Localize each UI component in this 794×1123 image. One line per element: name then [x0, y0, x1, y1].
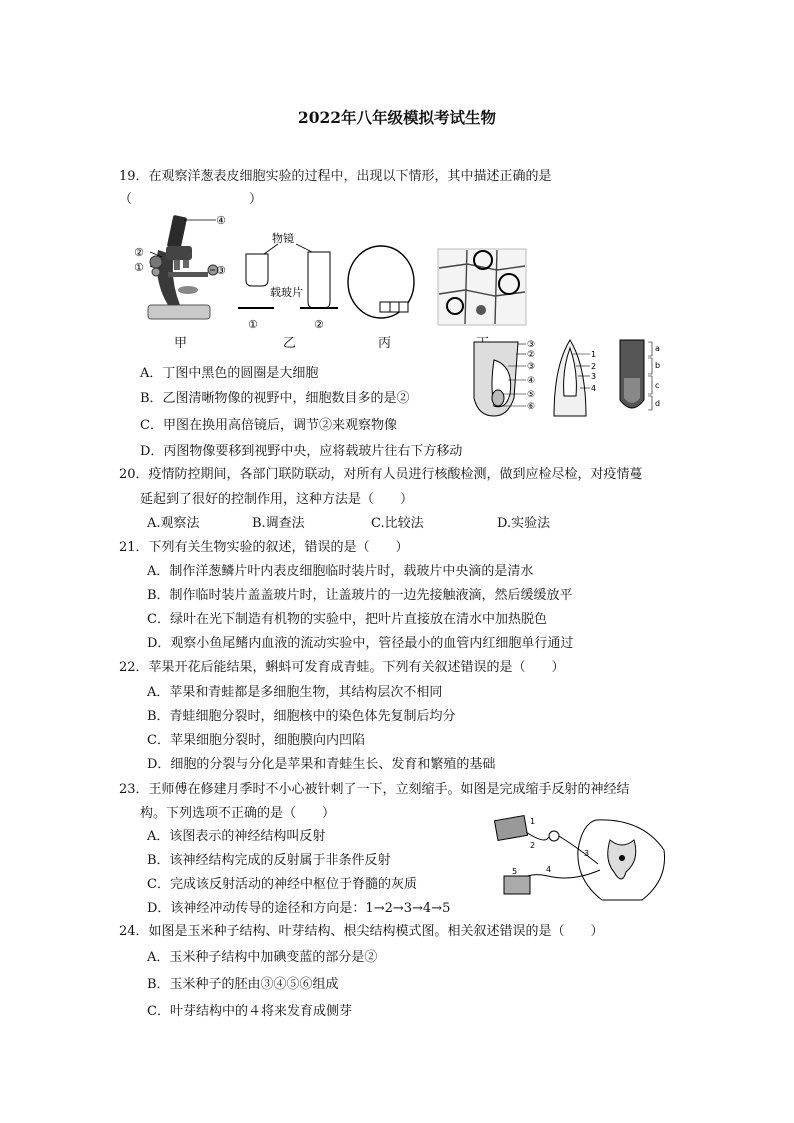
q23-option-c: C．完成该反射活动的神经中枢位于脊髓的灰质 — [147, 877, 417, 892]
q22-option-d: D．细胞的分裂与分化是苹果和青蛙生长、发育和繁殖的基础 — [147, 757, 496, 772]
reflex-mark-1: 1 — [530, 817, 536, 826]
seed-mark-2: ② — [527, 350, 536, 360]
microscope-mark-4: ④ — [216, 214, 226, 227]
q24-option-c: C．叶芽结构中的４将来发育成侧芽 — [147, 1004, 352, 1019]
caption-jia: 甲 — [174, 336, 188, 351]
leaf-bud-figure — [550, 336, 606, 420]
q20-option-c: C.比较法 — [371, 516, 424, 531]
bud-mark-3: 3 — [591, 372, 597, 381]
microscope-figure — [128, 210, 233, 335]
q19-option-b: B．乙图清晰物像的视野中，细胞数目多的是② — [140, 391, 410, 406]
q23-stem-line1: 23．王师傅在修建月季时不小心被针刺了一下，立刻缩手。如图是完成缩手反射的神经结 — [119, 782, 630, 797]
q20-option-a: A.观察法 — [147, 516, 200, 531]
q22-option-c: C．苹果细胞分裂时，细胞膜向内凹陷 — [147, 733, 365, 748]
corn-seed-figure — [468, 336, 550, 420]
lens-label: 物镜 — [272, 232, 294, 245]
q20-option-b: B.调查法 — [252, 516, 305, 531]
root-mark-b: b — [655, 361, 661, 370]
q21-option-d: D．观察小鱼尾鳍内血液的流动实验中，管径最小的血管内红细胞单行通过 — [147, 636, 574, 651]
seed-mark-6: ⑥ — [527, 402, 536, 412]
microscope-mark-1: ① — [134, 261, 144, 274]
seed-mark-5: ⑤ — [527, 390, 536, 400]
q24-option-a: A．玉米种子结构中加碘变蓝的部分是② — [147, 950, 378, 965]
bud-mark-4: 4 — [591, 384, 597, 393]
root-mark-a: a — [655, 344, 660, 353]
objective-lens-figure — [234, 228, 344, 338]
bud-mark-1: 1 — [591, 350, 597, 359]
reflex-mark-3: 3 — [584, 849, 590, 858]
q22-option-a: A．苹果和青蛙都是多细胞生物，其结构层次不相同 — [147, 685, 443, 700]
q21-option-b: B．制作临时装片盖盖玻片时，让盖玻片的一边先接触液滴，然后缓缓放平 — [147, 588, 573, 603]
q21-option-a: A．制作洋葱鳞片叶内表皮细胞临时装片时，载玻片中央滴的是清水 — [147, 564, 534, 579]
q20-option-d: D.实验法 — [497, 516, 551, 531]
root-tip-figure — [610, 338, 670, 418]
q19-option-a: A．丁图中黑色的圆圈是大细胞 — [140, 366, 319, 381]
q19-stem: 19．在观察洋葱表皮细胞实验的过程中，出现以下情形，其中描述正确的是 — [119, 169, 552, 184]
onion-cells-figure — [437, 248, 527, 326]
lens-mark-1: ① — [248, 318, 258, 331]
caption-bing: 丙 — [378, 336, 392, 351]
bud-mark-2: 2 — [591, 362, 597, 371]
root-mark-c: c — [655, 381, 660, 390]
seed-mark-3: ③ — [527, 340, 536, 350]
q23-stem-line2: 构。下列选项不正确的是（ ） — [140, 806, 336, 821]
microscope-mark-3: ③ — [216, 264, 226, 277]
root-mark-d: d — [655, 399, 661, 408]
reflex-mark-5: 5 — [512, 867, 518, 876]
field-of-view-figure — [346, 244, 420, 326]
q24-stem: 24．如图是玉米种子结构、叶芽结构、根尖结构模式图。相关叙述错误的是（ ） — [119, 924, 604, 939]
slide-label: 载玻片 — [270, 286, 303, 299]
q19-option-c: C．甲图在换用高倍镜后，调节②来观察物像 — [140, 418, 397, 433]
q20-stem-line1: 20．疫情防控期间，各部门联防联动，对所有人员进行核酸检测，做到应检尽检，对疫情蔓 — [119, 467, 643, 482]
seed-mark-4: ④ — [527, 376, 536, 386]
caption-yi: 乙 — [283, 336, 297, 351]
q19-option-d: D．丙图物像要移到视野中央，应将载玻片往右下方移动 — [140, 444, 463, 459]
q19-answer-blank: （ ） — [119, 192, 263, 207]
reflex-mark-4: 4 — [546, 865, 552, 874]
q21-option-c: C．绿叶在光下制造有机物的实验中，把叶片直接放在清水中加热脱色 — [147, 612, 547, 627]
q22-stem: 22．苹果开花后能结果，蝌蚪可发育成青蛙。下列有关叙述错误的是（ ） — [119, 660, 565, 675]
lens-mark-2: ② — [314, 318, 324, 331]
seed-mark-3b: ③ — [527, 362, 536, 372]
q24-option-b: B．玉米种子的胚由③④⑤⑥组成 — [147, 977, 339, 992]
q23-option-b: B．该神经结构完成的反射属于非条件反射 — [147, 853, 391, 868]
q22-option-b: B．青蛙细胞分裂时，细胞核中的染色体先复制后均分 — [147, 709, 456, 724]
q23-option-a: A．该图表示的神经结构叫反射 — [147, 829, 326, 844]
reflex-mark-2: 2 — [530, 841, 536, 850]
microscope-mark-2: ② — [134, 246, 144, 259]
q20-stem-line2: 延起到了很好的控制作用，这种方法是（ ） — [140, 492, 414, 507]
q21-stem: 21．下列有关生物实验的叙述，错误的是（ ） — [119, 540, 409, 555]
page-title: 2022年八年级模拟考试生物 — [297, 108, 497, 127]
q23-option-d: D．该神经冲动传导的途径和方向是：1→2→3→4→5 — [147, 901, 451, 916]
reflex-arc-figure — [492, 810, 670, 904]
